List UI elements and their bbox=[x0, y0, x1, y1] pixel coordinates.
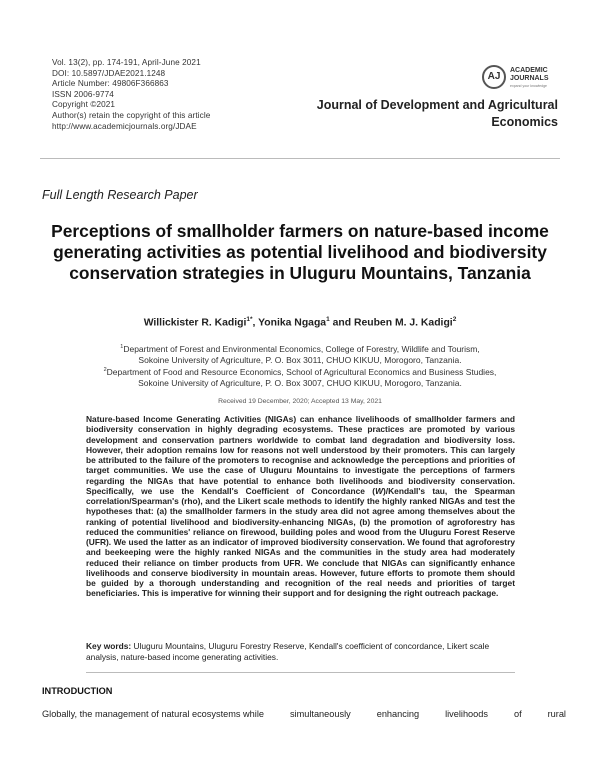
article-metadata bbox=[52, 58, 210, 132]
intro-first-line bbox=[42, 709, 566, 719]
doi: DOI: 10.5897/JDAE2021.1248 bbox=[52, 68, 166, 78]
author-list bbox=[40, 316, 560, 328]
keywords bbox=[86, 641, 515, 663]
received-dates: Received 19 December, 2020; Accepted 13 May, 2021 bbox=[218, 398, 382, 405]
affiliation-1-line-2: Sokoine University of Agriculture, P. O. Box 3011, CHUO KIKUU, Morogoro, Tanzania. bbox=[138, 354, 462, 365]
affiliation-1-line-1: $^1$Department of Forest and Environmental Economics, College of Forestry, Wildlife and Tourism, bbox=[120, 343, 480, 354]
aj-logo-icon: AJ bbox=[482, 65, 506, 89]
logo-line-1: ACADEMIC bbox=[510, 67, 548, 74]
publisher-logo bbox=[482, 65, 562, 95]
author-affiliation-mark: 1 bbox=[326, 316, 330, 323]
volume-info: Vol. 13(2), pp. 174-191, April-June 2021 bbox=[52, 58, 201, 67]
journal-url[interactable]: http://www.academicjournals.org/JDAE bbox=[52, 121, 197, 131]
intro-word: Globally, the management of natural ecosystems while bbox=[42, 709, 264, 719]
affiliation-mark: 1 bbox=[120, 344, 124, 350]
keywords-text: Uluguru Mountains, Uluguru Forestry Reserve, Kendall's coefficient of concordance, Likert scale analysis, nature-based income generating activities. bbox=[86, 641, 490, 662]
intro-word: rural bbox=[547, 709, 566, 719]
author-affiliation-mark: 2 bbox=[452, 316, 457, 323]
author-name: Yonika Ngaga bbox=[258, 317, 327, 329]
intro-word: enhancing bbox=[376, 709, 420, 719]
paper-title: Perceptions of smallholder farmers on nature-based income generating activities as potential livelihood and biodiversity conservation strategies in Uluguru Mountains, Tanzania bbox=[51, 221, 549, 283]
author-affiliation-mark: 1* bbox=[246, 316, 253, 323]
section-heading-introduction: INTRODUCTION bbox=[42, 686, 113, 696]
author-name: Willickister R. Kadigi bbox=[143, 317, 247, 329]
intro-word: of bbox=[513, 709, 522, 719]
author-separator: and bbox=[329, 317, 354, 329]
article-number: Article Number: 49806F366863 bbox=[52, 79, 169, 89]
copyright: Copyright ©2021 bbox=[52, 100, 116, 110]
intro-word: simultaneously bbox=[289, 709, 351, 719]
intro-word: livelihoods bbox=[445, 709, 488, 719]
affiliation-2-line-1: $^2$Department of Food and Resource Economics, School of Agricultural Economics and Business Studies, bbox=[103, 367, 497, 378]
abstract: Nature-based Income Generating Activities (NIGAs) can enhance livelihoods of smallholder farmers and biodiversity conservation in highly degrading ecosystems. These practices are promoted by various development and conservation partners worldwide to combat land degradation and biodiversity loss. However, their adoption remains low for reasons not well understood by their promoters. This can largely be attributed to the failure of the promoters to recognise and acknowledge the perceptions and priorities of target communities. We use the case of Uluguru Mountains to investigate the perceptions of farmers regarding the NIGAs that have potential to enhance both livelihoods and biodiversity conservation. Specifically, we use the Kendall's Coefficient of Concordance (W)/Kendall's tau, the Spearman correlation/Spearman's (rho), and the Likert scale methods to identify the highly ranked NIGAs and test the hypotheses that: (a) the smallholder farmers in the study area did not agree among themselves about the ranking of potential livelihood and biodiversity-enhancing NIGAs, (b) the promotion of agroforestry has reduced the communities' reliance on firewood, building poles and wood from the Uluguru Forest Reserve (UFR). We used the latter as an indicator of improved biodiversity conservation. We found that agroforestry and beekeeping were the highly ranked NIGAs and the communities in the study area had moderately reduced their reliance on timber products from UFR. We conclude that NIGAs can significantly enhance livelihoods and conserve biodiversity in mountain areas. However, future efforts to promote them should be guided by a thorough understanding and recognition of the real needs and priorities of target beneficiaries. This is imperative for winning their support and for designing the right outreach package. bbox=[86, 414, 515, 599]
issn: ISSN 2006-9774 bbox=[52, 89, 114, 99]
affiliation-mark: 2 bbox=[103, 367, 107, 374]
kendall-w-symbol: W bbox=[375, 485, 383, 496]
affiliation-2-line-2: Sokoine University of Agriculture, P. O. Box 3007, CHUO KIKUU, Morogoro, Tanzania. bbox=[138, 378, 462, 389]
logo-wordmark bbox=[510, 67, 549, 83]
header-divider bbox=[40, 158, 560, 159]
logo-tagline: expand your knowledge bbox=[510, 84, 547, 88]
logo-line-2: JOURNALS bbox=[510, 75, 549, 82]
paper-type: Full Length Research Paper bbox=[42, 188, 198, 202]
keywords-label: Key words: bbox=[86, 641, 132, 651]
rights-notice: Author(s) retain the copyright of this article bbox=[52, 110, 211, 120]
author-name: Reuben M. J. Kadigi bbox=[353, 317, 453, 329]
journal-title: Journal of Development and Agricultural Economics bbox=[316, 98, 558, 129]
author-separator: , bbox=[252, 317, 259, 329]
affiliations bbox=[40, 342, 560, 389]
abstract-divider bbox=[86, 672, 515, 673]
